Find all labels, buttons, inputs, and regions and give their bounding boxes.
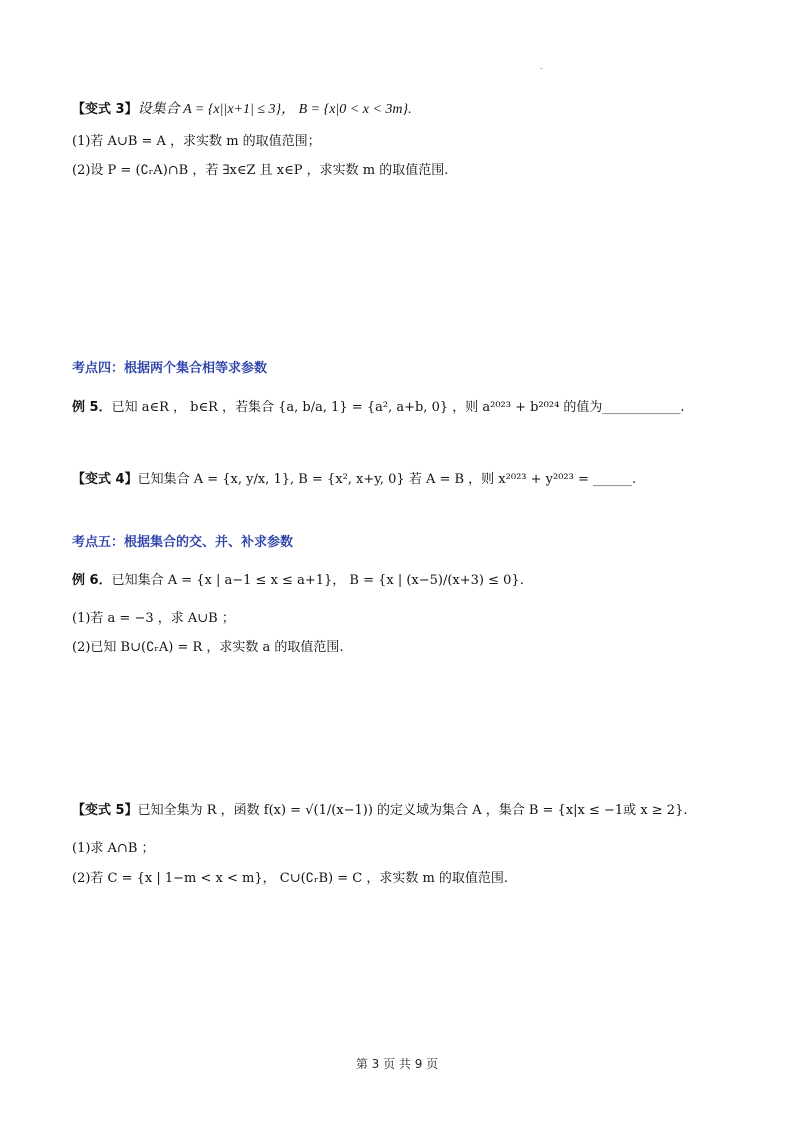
example6-q1: (1)若 a = −3 ，求 A∪B ； [72, 611, 235, 626]
variant4-title: 【变式 4】 [72, 472, 138, 487]
example6-q2: (2)已知 B∪(∁ᵣA) = R ，求实数 a 的取值范围. [72, 640, 344, 655]
variant3-stem-line [72, 100, 412, 120]
variant5-title: 【变式 5】 [72, 803, 138, 818]
variant3-q2: (2)设 P = (∁ᵣA)∩B ，若 ∃x∈Z 且 x∈P ，求实数 m 的取值范围. [72, 163, 449, 178]
variant5-q1: (1)求 A∩B ； [72, 841, 155, 856]
variant5-stem: 已知全集为 R ，函数 f(x) = √(1/(x−1)) 的定义域为集合 A ，集合 B = {x|x ≤ −1或 x ≥ 2}. [137, 803, 688, 818]
page-mark: . [540, 62, 543, 71]
variant5-line [72, 801, 687, 821]
example6-line [72, 571, 524, 591]
variant4-stem: 已知集合 A = {x, y/x, 1}, B = {x², x+y, 0} 若 A = B ，则 x²⁰²³ + y²⁰²³ = ______. [137, 472, 637, 487]
section4-title: 考点四：根据两个集合相等求参数 [72, 361, 268, 376]
page-footer: 第 3 页 共 9 页 [355, 1057, 439, 1071]
example5-title: 例 5． [72, 400, 112, 415]
variant3-stem: 设集合 A = {x||x+1| ≤ 3}， B = {x|0 < x < 3m}. [137, 102, 412, 117]
section5-title: 考点五：根据集合的交、并、补求参数 [72, 535, 294, 550]
example6-title: 例 6． [72, 573, 112, 588]
example5-stem: 已知 a∈R ， b∈R ，若集合 {a, b/a, 1} = {a², a+b, 0} ，则 a²⁰²³ + b²⁰²⁴ 的值为____________. [111, 400, 685, 415]
variant3-title: 【变式 3】 [72, 102, 138, 117]
example6-stem: 已知集合 A = {x | a−1 ≤ x ≤ a+1}， B = {x | (x−5)/(x+3) ≤ 0}. [111, 573, 524, 588]
variant4-line [72, 470, 636, 490]
variant5-q2: (2)若 C = {x | 1−m < x < m}， C∪(∁ᵣB) = C ，求实数 m 的取值范围. [72, 871, 509, 886]
example5-line [72, 398, 685, 418]
variant3-q1: (1)若 A∪B = A ，求实数 m 的取值范围； [72, 134, 321, 149]
